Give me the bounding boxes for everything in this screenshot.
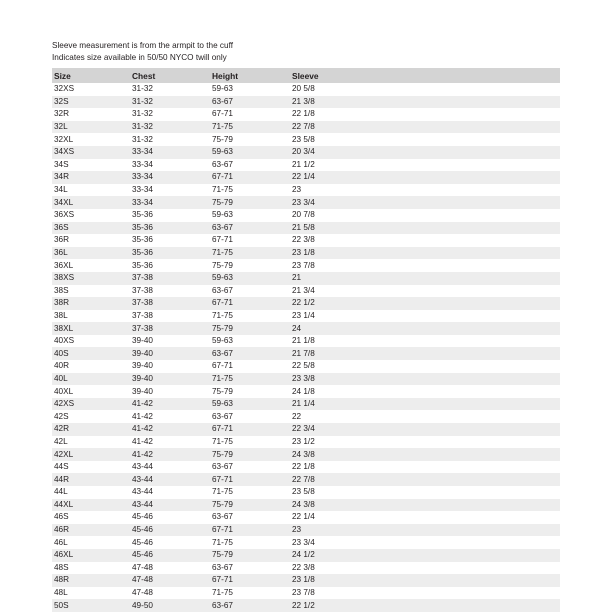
cell-height: 67-71 [210, 297, 290, 310]
cell-sleeve: 22 1/2 [290, 297, 560, 310]
table-row [52, 398, 560, 411]
cell-chest: 35-36 [130, 259, 210, 272]
table-row [52, 436, 560, 449]
cell-size: 36L [52, 247, 130, 260]
cell-height: 75-79 [210, 259, 290, 272]
table-row [52, 297, 560, 310]
cell-size: 42S [52, 410, 130, 423]
cell-size: 34S [52, 159, 130, 172]
cell-chest: 39-40 [130, 335, 210, 348]
table-row [52, 310, 560, 323]
cell-sleeve: 21 [290, 272, 560, 285]
cell-chest: 39-40 [130, 373, 210, 386]
cell-sleeve: 23 3/4 [290, 196, 560, 209]
cell-sleeve: 22 1/8 [290, 108, 560, 121]
cell-height: 71-75 [210, 587, 290, 600]
cell-chest: 31-32 [130, 83, 210, 96]
cell-sleeve: 23 5/8 [290, 133, 560, 146]
cell-sleeve: 23 [290, 524, 560, 537]
cell-size: 46XL [52, 549, 130, 562]
cell-chest: 37-38 [130, 272, 210, 285]
cell-size: 34R [52, 171, 130, 184]
cell-height: 71-75 [210, 536, 290, 549]
cell-height: 75-79 [210, 499, 290, 512]
cell-size: 44S [52, 461, 130, 474]
cell-height: 71-75 [210, 310, 290, 323]
cell-height: 67-71 [210, 360, 290, 373]
cell-sleeve: 21 5/8 [290, 222, 560, 235]
table-row [52, 209, 560, 222]
cell-size: 40L [52, 373, 130, 386]
cell-height: 67-71 [210, 524, 290, 537]
cell-size: 44XL [52, 499, 130, 512]
cell-chest: 33-34 [130, 184, 210, 197]
note-line-2: Indicates size available in 50/50 NYCO twill only [52, 52, 227, 62]
cell-sleeve: 22 7/8 [290, 121, 560, 134]
cell-size: 48R [52, 574, 130, 587]
cell-size: 38R [52, 297, 130, 310]
cell-sleeve: 22 7/8 [290, 473, 560, 486]
cell-chest: 47-48 [130, 587, 210, 600]
note-line-1: Sleeve measurement is from the armpit to the cuff [52, 41, 233, 50]
table-row [52, 587, 560, 600]
table-row [52, 285, 560, 298]
cell-chest: 37-38 [130, 297, 210, 310]
cell-chest: 39-40 [130, 385, 210, 398]
cell-chest: 31-32 [130, 121, 210, 134]
table-row [52, 511, 560, 524]
cell-chest: 31-32 [130, 108, 210, 121]
cell-height: 71-75 [210, 121, 290, 134]
cell-size: 46S [52, 511, 130, 524]
cell-height: 67-71 [210, 574, 290, 587]
cell-chest: 41-42 [130, 410, 210, 423]
cell-height: 63-67 [210, 96, 290, 109]
cell-height: 71-75 [210, 486, 290, 499]
cell-size: 34XS [52, 146, 130, 159]
cell-sleeve: 23 3/8 [290, 373, 560, 386]
measurement-notes [52, 40, 560, 63]
cell-sleeve: 24 3/8 [290, 499, 560, 512]
table-row [52, 524, 560, 537]
cell-sleeve: 21 7/8 [290, 347, 560, 360]
table-row [52, 83, 560, 96]
table-header [52, 68, 560, 83]
cell-sleeve: 21 3/4 [290, 285, 560, 298]
cell-size: 50S [52, 599, 130, 612]
cell-sleeve: 23 1/8 [290, 247, 560, 260]
cell-size: 42L [52, 436, 130, 449]
cell-sleeve: 22 1/2 [290, 599, 560, 612]
cell-size: 36XS [52, 209, 130, 222]
cell-sleeve: 22 1/8 [290, 461, 560, 474]
table-row [52, 146, 560, 159]
table-header-row [52, 68, 560, 83]
column-header-height: Height [210, 68, 290, 83]
cell-sleeve: 23 1/2 [290, 436, 560, 449]
cell-sleeve: 24 [290, 322, 560, 335]
cell-height: 71-75 [210, 373, 290, 386]
table-row [52, 360, 560, 373]
table-row [52, 461, 560, 474]
cell-chest: 35-36 [130, 247, 210, 260]
cell-height: 75-79 [210, 549, 290, 562]
cell-size: 40S [52, 347, 130, 360]
table-row [52, 96, 560, 109]
cell-height: 75-79 [210, 448, 290, 461]
cell-size: 32S [52, 96, 130, 109]
cell-sleeve: 22 1/4 [290, 511, 560, 524]
table-row [52, 599, 560, 612]
cell-sleeve: 20 7/8 [290, 209, 560, 222]
cell-size: 42XL [52, 448, 130, 461]
cell-chest: 33-34 [130, 171, 210, 184]
cell-chest: 41-42 [130, 448, 210, 461]
cell-size: 38L [52, 310, 130, 323]
table-row [52, 121, 560, 134]
cell-size: 42R [52, 423, 130, 436]
cell-height: 63-67 [210, 461, 290, 474]
cell-height: 67-71 [210, 108, 290, 121]
cell-height: 71-75 [210, 184, 290, 197]
cell-sleeve: 23 7/8 [290, 587, 560, 600]
cell-size: 38XS [52, 272, 130, 285]
cell-height: 75-79 [210, 196, 290, 209]
table-row [52, 562, 560, 575]
cell-size: 42XS [52, 398, 130, 411]
table-row [52, 171, 560, 184]
cell-height: 63-67 [210, 599, 290, 612]
table-row [52, 549, 560, 562]
cell-chest: 39-40 [130, 360, 210, 373]
cell-sleeve: 21 1/4 [290, 398, 560, 411]
table-row [52, 536, 560, 549]
cell-height: 67-71 [210, 234, 290, 247]
cell-height: 63-67 [210, 410, 290, 423]
cell-size: 48S [52, 562, 130, 575]
table-row [52, 184, 560, 197]
cell-sleeve: 22 3/8 [290, 234, 560, 247]
cell-size: 44L [52, 486, 130, 499]
cell-chest: 31-32 [130, 133, 210, 146]
cell-chest: 37-38 [130, 285, 210, 298]
table-row [52, 347, 560, 360]
table-row [52, 247, 560, 260]
cell-size: 48L [52, 587, 130, 600]
cell-sleeve: 21 3/8 [290, 96, 560, 109]
cell-sleeve: 23 5/8 [290, 486, 560, 499]
cell-height: 63-67 [210, 222, 290, 235]
cell-height: 75-79 [210, 385, 290, 398]
cell-chest: 33-34 [130, 159, 210, 172]
cell-sleeve: 22 5/8 [290, 360, 560, 373]
cell-chest: 41-42 [130, 423, 210, 436]
cell-sleeve: 20 3/4 [290, 146, 560, 159]
cell-size: 36R [52, 234, 130, 247]
table-row [52, 108, 560, 121]
table-row [52, 410, 560, 423]
cell-sleeve: 22 3/4 [290, 423, 560, 436]
cell-height: 75-79 [210, 133, 290, 146]
cell-chest: 33-34 [130, 146, 210, 159]
cell-sleeve: 23 [290, 184, 560, 197]
cell-chest: 39-40 [130, 347, 210, 360]
cell-height: 71-75 [210, 247, 290, 260]
cell-height: 59-63 [210, 83, 290, 96]
cell-size: 32XL [52, 133, 130, 146]
table-row [52, 322, 560, 335]
cell-chest: 41-42 [130, 398, 210, 411]
table-row [52, 159, 560, 172]
cell-chest: 47-48 [130, 574, 210, 587]
cell-height: 59-63 [210, 209, 290, 222]
cell-sleeve: 22 [290, 410, 560, 423]
cell-chest: 45-46 [130, 549, 210, 562]
cell-size: 34XL [52, 196, 130, 209]
column-header-size: Size [52, 68, 130, 83]
cell-chest: 49-50 [130, 599, 210, 612]
cell-height: 59-63 [210, 398, 290, 411]
cell-sleeve: 21 1/8 [290, 335, 560, 348]
cell-sleeve: 23 1/8 [290, 574, 560, 587]
cell-height: 63-67 [210, 562, 290, 575]
cell-height: 67-71 [210, 473, 290, 486]
cell-height: 59-63 [210, 335, 290, 348]
table-row [52, 486, 560, 499]
table-row [52, 574, 560, 587]
cell-size: 40R [52, 360, 130, 373]
cell-size: 36S [52, 222, 130, 235]
table-row [52, 473, 560, 486]
cell-chest: 37-38 [130, 310, 210, 323]
cell-height: 59-63 [210, 272, 290, 285]
table-row [52, 196, 560, 209]
table-row [52, 373, 560, 386]
cell-height: 67-71 [210, 171, 290, 184]
cell-size: 32L [52, 121, 130, 134]
table-body [52, 83, 560, 612]
cell-sleeve: 22 1/4 [290, 171, 560, 184]
cell-chest: 45-46 [130, 536, 210, 549]
cell-sleeve: 24 3/8 [290, 448, 560, 461]
cell-chest: 43-44 [130, 461, 210, 474]
cell-size: 32R [52, 108, 130, 121]
cell-size: 40XL [52, 385, 130, 398]
cell-sleeve: 22 3/8 [290, 562, 560, 575]
table-row [52, 423, 560, 436]
cell-height: 67-71 [210, 423, 290, 436]
cell-sleeve: 21 1/2 [290, 159, 560, 172]
cell-size: 44R [52, 473, 130, 486]
cell-height: 63-67 [210, 511, 290, 524]
cell-chest: 41-42 [130, 436, 210, 449]
size-chart-page [52, 40, 560, 612]
cell-height: 63-67 [210, 347, 290, 360]
cell-size: 46R [52, 524, 130, 537]
size-chart-table [52, 68, 560, 612]
table-row [52, 335, 560, 348]
table-row [52, 133, 560, 146]
table-row [52, 448, 560, 461]
cell-sleeve: 24 1/2 [290, 549, 560, 562]
cell-chest: 43-44 [130, 486, 210, 499]
table-row [52, 234, 560, 247]
table-row [52, 385, 560, 398]
cell-sleeve: 23 3/4 [290, 536, 560, 549]
cell-chest: 35-36 [130, 234, 210, 247]
cell-chest: 47-48 [130, 562, 210, 575]
column-header-chest: Chest [130, 68, 210, 83]
cell-size: 38XL [52, 322, 130, 335]
cell-size: 36XL [52, 259, 130, 272]
cell-chest: 45-46 [130, 511, 210, 524]
cell-chest: 43-44 [130, 499, 210, 512]
table-row [52, 222, 560, 235]
cell-chest: 35-36 [130, 222, 210, 235]
cell-height: 63-67 [210, 159, 290, 172]
cell-height: 75-79 [210, 322, 290, 335]
cell-chest: 33-34 [130, 196, 210, 209]
cell-sleeve: 20 5/8 [290, 83, 560, 96]
table-row [52, 259, 560, 272]
cell-size: 40XS [52, 335, 130, 348]
cell-height: 63-67 [210, 285, 290, 298]
cell-chest: 31-32 [130, 96, 210, 109]
cell-chest: 45-46 [130, 524, 210, 537]
table-row [52, 272, 560, 285]
cell-sleeve: 23 1/4 [290, 310, 560, 323]
cell-chest: 35-36 [130, 209, 210, 222]
cell-chest: 37-38 [130, 322, 210, 335]
table-row [52, 499, 560, 512]
cell-size: 38S [52, 285, 130, 298]
cell-size: 46L [52, 536, 130, 549]
cell-height: 59-63 [210, 146, 290, 159]
cell-height: 71-75 [210, 436, 290, 449]
cell-size: 34L [52, 184, 130, 197]
cell-chest: 43-44 [130, 473, 210, 486]
cell-sleeve: 24 1/8 [290, 385, 560, 398]
cell-size: 32XS [52, 83, 130, 96]
column-header-sleeve: Sleeve [290, 68, 560, 83]
cell-sleeve: 23 7/8 [290, 259, 560, 272]
